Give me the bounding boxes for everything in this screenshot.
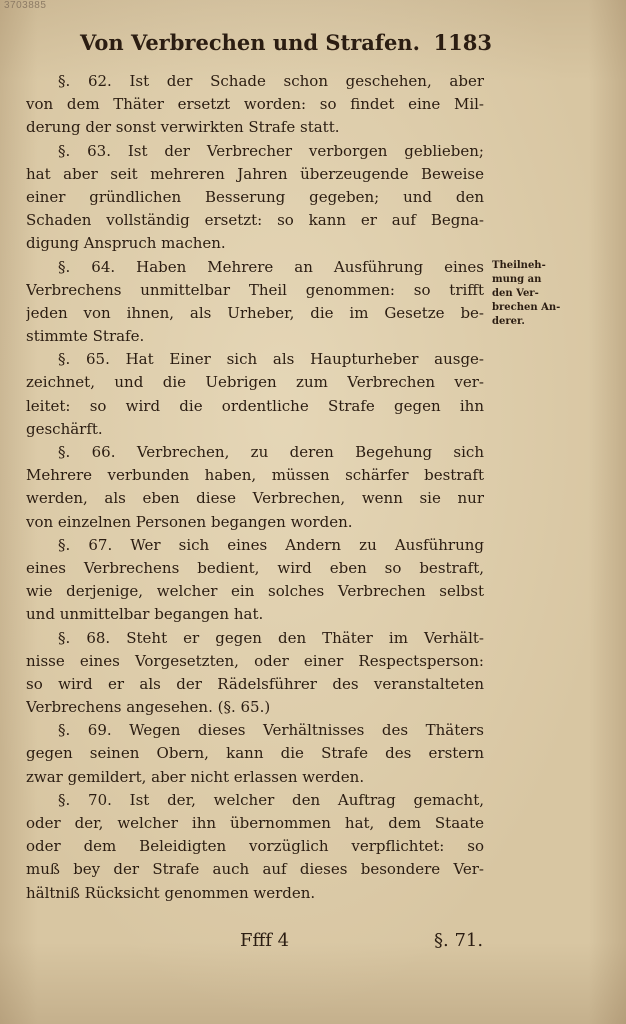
text-line: stimmte Strafe. (26, 327, 145, 346)
text-line: zwar gemildert, aber nicht erlassen werden. (26, 767, 365, 786)
library-stamp: 3703885 (4, 0, 47, 11)
text-line: §. 68. Steht er gegen den Thäter im Verhält- (58, 628, 484, 647)
text-line: von dem Thäter ersetzt worden: so findet eine Mil- (26, 95, 484, 114)
text-line: hat aber seit mehreren Jahren überzeugende Beweise (26, 164, 484, 183)
text-line: zeichnet, und die Uebrigen zum Verbrechen ver- (26, 373, 484, 392)
text-line: derung der sonst verwirkten Strafe statt. (26, 118, 340, 137)
margin-note-line: brechen An- (492, 302, 561, 313)
text-line: §. 64. Haben Mehrere an Ausführung eines (58, 257, 484, 276)
text-line: leitet: so wird die ordentliche Strafe gegen ihn (26, 396, 484, 415)
text-line: §. 66. Verbrechen, zu deren Begehung sich (58, 443, 484, 461)
catchword: §. 71. (434, 930, 484, 951)
text-line: digung Anspruch machen. (26, 234, 226, 253)
running-head (80, 22, 492, 62)
text-line: so wird er als der Rädelsführer des veranstalteten (26, 674, 484, 693)
text-line: Mehrere verbunden haben, müssen schärfer bestraft (26, 466, 484, 485)
text-line: muß bey der Strafe auch auf dieses besondere Ver- (26, 860, 484, 879)
text-line: §. 65. Hat Einer sich als Haupturheber ausge- (58, 350, 484, 369)
signature-mark: Ffff 4 (240, 930, 290, 951)
text-line: werden, als eben diese Verbrechen, wenn sie nur (26, 489, 484, 508)
text-line: Schaden vollständig ersetzt: so kann er auf Begna- (26, 211, 484, 230)
margin-note (492, 259, 564, 329)
text-line: §. 62. Ist der Schade schon geschehen, aber (58, 72, 484, 90)
page-footer (0, 930, 626, 960)
running-title: Von Verbrechen und Strafen. (80, 30, 420, 55)
text-line: §. 70. Ist der, welcher den Auftrag gemacht, (58, 790, 484, 809)
text-line: eines Verbrechens bedient, wird eben so bestraft, (26, 558, 484, 577)
text-line: Verbrechens angesehen. (§. 65.) (26, 698, 271, 717)
text-line: wie derjenige, welcher ein solches Verbrechen selbst (26, 582, 484, 601)
text-line: oder der, welcher ihn übernommen hat, dem Staate (26, 814, 484, 832)
margin-note-line: den Ver- (492, 288, 539, 299)
text-line: §. 67. Wer sich eines Andern zu Ausführung (58, 535, 484, 554)
text-line: einer gründlichen Besserung gegeben; und den (26, 187, 484, 206)
text-line: §. 63. Ist der Verbrecher verborgen geblieben; (58, 141, 484, 160)
text-line: von einzelnen Personen begangen worden. (26, 512, 353, 531)
margin-note-line: mung an (492, 274, 542, 285)
text-line: §. 69. Wegen dieses Verhältnisses des Thäters (58, 721, 484, 740)
page-number: 1183 (433, 30, 492, 55)
text-line: hältniß Rücksicht genommen werden. (26, 883, 316, 902)
text-line: jeden von ihnen, als Urheber, die im Gesetze be- (26, 303, 484, 322)
text-line: und unmittelbar begangen hat. (26, 605, 264, 624)
text-line: nisse eines Vorgesetzten, oder einer Respectsperson: (26, 651, 484, 670)
text-line: geschärft. (26, 419, 103, 438)
text-line: gegen seinen Obern, kann die Strafe des erstern (26, 744, 484, 763)
margin-note-line: derer. (492, 316, 525, 327)
text-line: Verbrechens unmittelbar Theil genommen: so trifft (26, 280, 484, 299)
body-text (26, 70, 484, 905)
text-line: oder dem Beleidigten vorzüglich verpflichtet: so (26, 837, 484, 856)
margin-note-line: Theilneh- (492, 260, 546, 271)
